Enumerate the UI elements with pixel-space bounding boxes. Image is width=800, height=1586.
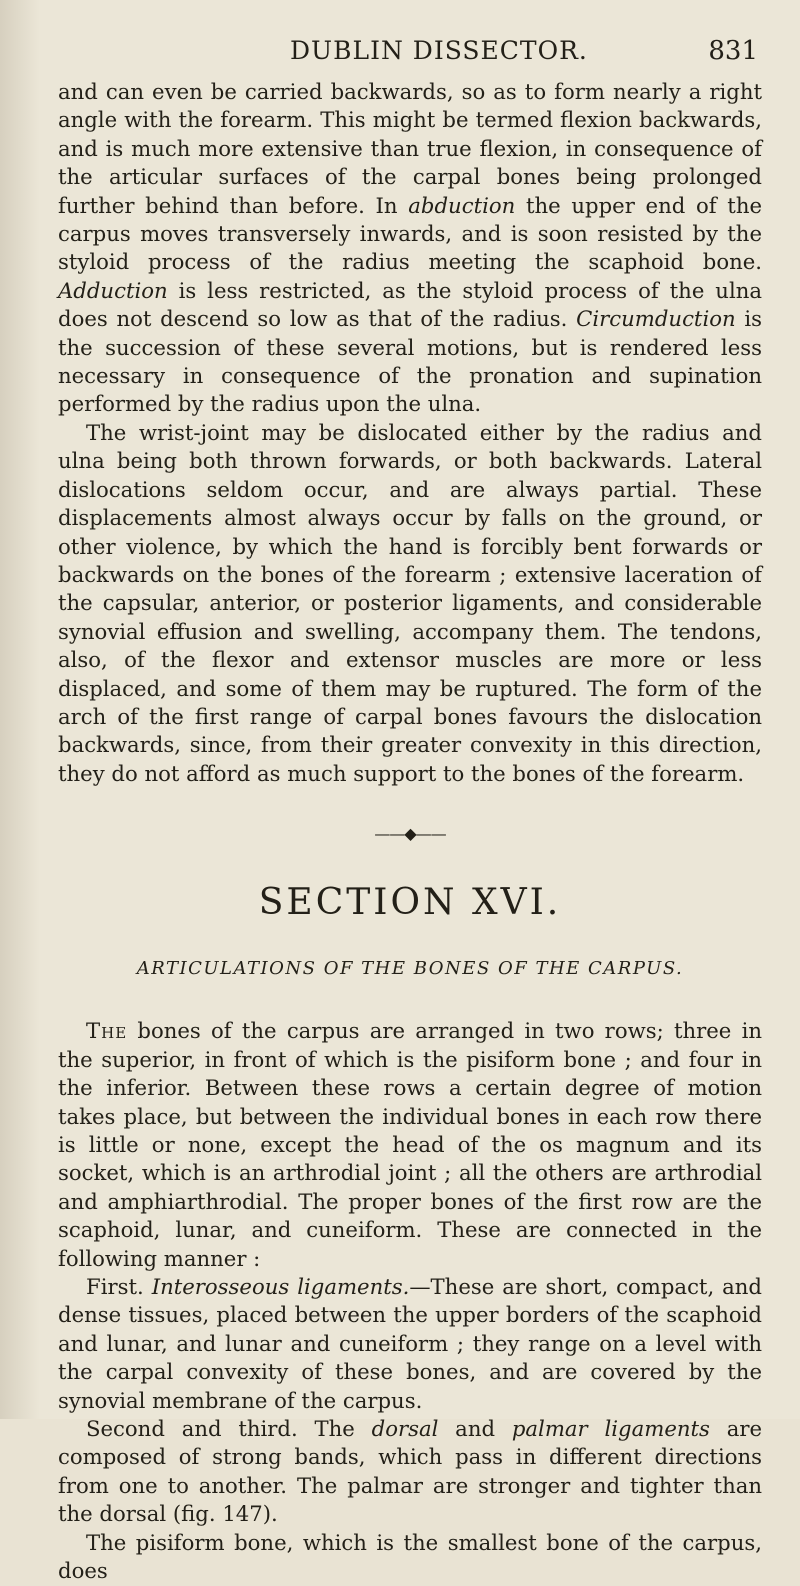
paragraph-motions (58, 78, 762, 419)
text-run: Second and third. The (86, 1416, 372, 1442)
lead-word: The (86, 1018, 128, 1044)
section-subtitle: ARTICULATIONS OF THE BONES OF THE CARPUS. (136, 957, 684, 979)
text-run: —These are short, compact, and dense tissues, placed between the upper borders of the scaphoid and lunar, and lunar and cuneiform ; they range on a level with the carpal convexity of these bones, and are covered by the synovial membrane of the carpus. (58, 1274, 762, 1413)
text-run: is less restricted, as the styloid process of the ulna does not descend so low as that of the radius. (58, 277, 762, 332)
text-run: and can even be carried backwards, so as to form nearly a right angle with the forearm. This might be termed flexion backwards, and is much more extensive than true flexion, in consequence of the articular surfaces of the carpal bones being prolonged further behind than before. In (58, 79, 762, 218)
term-abduction: abduction (408, 192, 516, 218)
running-title: DUBLIN DISSECTOR. (290, 36, 588, 65)
paragraph-interosseous (58, 1273, 762, 1415)
page-number: 831 (708, 36, 758, 66)
term-palmar-ligaments: palmar ligaments (511, 1416, 710, 1442)
text-run: and (438, 1416, 512, 1442)
term-adduction: Adduction (58, 277, 168, 303)
term-interosseous-ligaments: Interosseous ligaments. (151, 1274, 410, 1300)
text-run: bones of the carpus are arranged in two rows; three in the superior, in front of which is the pisiform bone ; and four in the inferior. Between these rows a certain degree of motion takes place, but between the individual bones in each row there is little or none, except the head of the os magnum and its socket, which is an arthrodial joint ; all the others are arthrodial and amphiarthrodial. The proper bones of the first row are the scaphoid, lunar, and cuneiform. These are connected in the following manner : (58, 1018, 762, 1271)
page-header (58, 36, 758, 76)
section-divider-ornament: ——◆—— (374, 824, 446, 844)
term-dorsal: dorsal (371, 1416, 439, 1442)
text-run: the upper end of the carpus moves transversely inwards, and is soon resisted by the styloid process of the radius meeting the scaphoid bone. (58, 192, 763, 275)
paragraph-carpus-rows (58, 1017, 762, 1273)
body-text (58, 78, 762, 1586)
text-run: are composed of strong bands, which pass in different directions from one to another. The palmar are stronger and tighter than the dorsal (fig. 147). (58, 1416, 762, 1527)
paragraph-dorsal-palmar (58, 1415, 762, 1529)
term-circumduction: Circumduction (576, 306, 736, 332)
text-run: First. (86, 1274, 152, 1300)
section-heading: SECTION XVI. (258, 881, 562, 923)
paragraph-dislocation: The wrist-joint may be dislocated either by the radius and ulna being both thrown forwards, or both backwards. Lateral dislocations seldom occur, and are always partial. These displacements almost always occur by falls on the ground, or other violence, by which the hand is forcibly bent forwards or backwards on the bones of the forearm ; extensive laceration of the capsular, anterior, or posterior ligaments, and considerable synovial effusion and swelling, accompany them. The tendons, also, of the flexor and extensor muscles are more or less displaced, and some of them may be ruptured. The form of the arch of the first range of carpal bones favours the dislocation backwards, since, from their greater convexity in this direction, they do not afford as much support to the bones of the forearm. (58, 419, 762, 786)
paragraph-pisiform: The pisiform bone, which is the smallest bone of the carpus, does (58, 1529, 762, 1584)
text-run: is the succession of these several motions, but is rendered less necessary in consequence of the pronation and supination performed by the radius upon the ulna. (58, 306, 763, 417)
